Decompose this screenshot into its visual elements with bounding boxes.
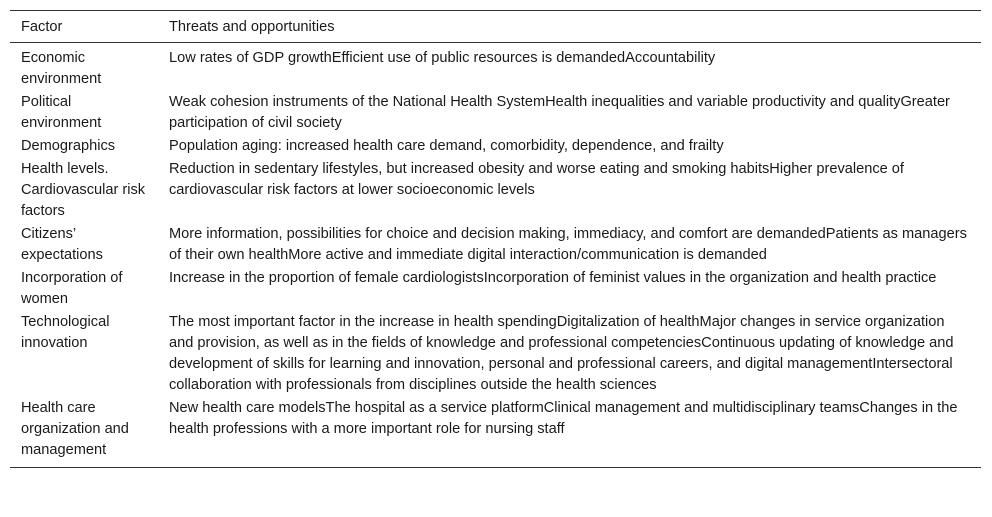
factor-cell: Political environment	[21, 94, 102, 131]
table-row	[10, 135, 981, 158]
factor-cell: Economic environment	[21, 50, 102, 87]
threats-cell: Increase in the proportion of female cardiologistsIncorporation of feminist values in the organization and health practice	[169, 270, 937, 286]
threats-cell: Weak cohesion instruments of the National Health SystemHealth inequalities and variable productivity and qualityGreater participation of civil society	[169, 94, 950, 131]
table-row	[10, 397, 981, 468]
factor-cell: Health levels. Cardiovascular risk factors	[21, 161, 146, 219]
header-row	[10, 11, 981, 43]
factor-cell: Technological innovation	[21, 314, 110, 351]
threats-cell: Population aging: increased health care demand, comorbidity, dependence, and frailty	[169, 138, 724, 154]
table-header	[10, 11, 981, 43]
threats-cell: Reduction in sedentary lifestyles, but increased obesity and worse eating and smoking habitsHigher prevalence of cardiovascular risk factors at lower socioeconomic levels	[169, 161, 904, 198]
table-row	[10, 311, 981, 397]
table-row	[10, 91, 981, 135]
header-threats-opportunities: Threats and opportunities	[169, 19, 335, 35]
threats-cell: Low rates of GDP growthEfficient use of public resources is demandedAccountability	[169, 50, 716, 66]
factor-cell: Health care organization and management	[21, 400, 129, 458]
table-row	[10, 43, 981, 92]
table-body	[10, 43, 981, 468]
factor-cell: Citizens’ expectations	[21, 226, 103, 263]
threats-cell: New health care modelsThe hospital as a service platformClinical management and multidisciplinary teamsChanges in the health professions with a more important role for nursing staff	[169, 400, 958, 437]
factors-table	[10, 10, 981, 468]
table-row	[10, 223, 981, 267]
table-row	[10, 158, 981, 223]
factor-cell: Incorporation of women	[21, 270, 123, 307]
factor-cell: Demographics	[21, 138, 116, 154]
table-row	[10, 267, 981, 311]
factors-table-container	[10, 10, 981, 468]
header-factor: Factor	[21, 19, 63, 35]
threats-cell: More information, possibilities for choice and decision making, immediacy, and comfort are demandedPatients as managers of their own healthMore active and immediate digital interaction/communication is demanded	[169, 226, 967, 263]
threats-cell: The most important factor in the increase in health spendingDigitalization of healthMajor changes in service organization and provision, as well as in the fields of knowledge and professional competenciesContinuous updating of knowledge and development of skills for learning and innovation, personal and professional careers, and digital managementIntersectoral collaboration with professionals from disciplines outside the health sciences	[169, 314, 954, 393]
